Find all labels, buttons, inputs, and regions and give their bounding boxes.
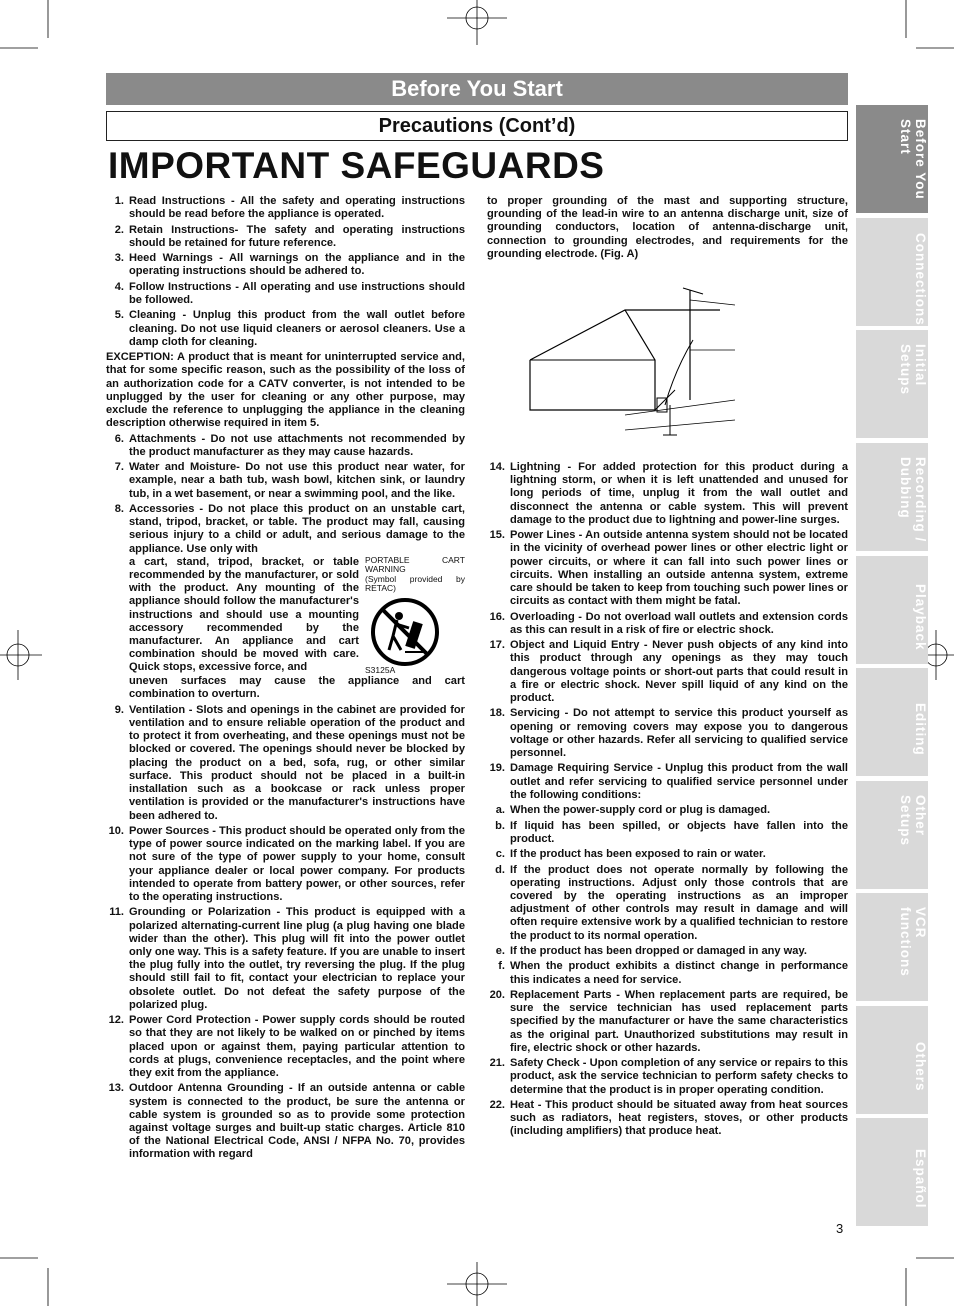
tab-label: VCR functions [898,907,928,977]
antenna-grounding-figure [525,280,745,440]
item-text: If liquid has been spilled, or objects have fallen into the product. [510,819,848,845]
safeguard-item [106,461,465,501]
safeguard-item [106,224,465,250]
item-number: 16. [489,610,505,623]
item-number: 17. [489,639,505,652]
tab-recording-dubbing[interactable] [856,443,928,551]
crop-mark-top-right [894,0,954,60]
safeguard-item [487,639,848,705]
safeguard-item [487,1099,848,1139]
item-number: 1. [114,195,124,207]
safeguard-item [487,611,848,637]
section-header: Before You Start [106,73,848,105]
left-column [106,195,465,1164]
safeguard-item [106,704,465,823]
item-text: Object and Liquid Entry - Never push objects of any kind into this product through any openings as they may touch dangerous voltage points or short-out parts that could result in a fire or electric shock. Never spill liquid of any kind on the product. [510,639,848,705]
safeguard-list-b [106,433,465,501]
safeguard-item [106,309,465,349]
safeguard-list-a [106,195,465,349]
item-number: 5. [114,309,124,322]
tab-before-you-start[interactable] [856,105,928,213]
item-number: 4. [114,280,124,293]
safeguard-item [106,1082,465,1161]
item8-tail: uneven surfaces may cause the appliance and cart combination to overturn. [129,675,465,701]
item-text: Grounding or Polarization - This product is equipped with a polarized alternating-current line plug (a plug having one blade wider than the other). This plug will fit into the power outlet only one way. This is a safety feature. If you are unable to insert the plug fully into the outlet, try reversing the plug. If the plug should still fail to fit, contact your electrician to replace your obsolete outlet. Do not defeat the safety purpose of the polarized plug. [129,906,465,1011]
item-number: 3. [114,252,124,265]
item-number: 12. [108,1014,124,1027]
item-text: Read Instructions - All the safety and operating instructions should be read before the appliance is operated. [129,195,465,221]
item-text: Outdoor Antenna Grounding - If an outside antenna or cable system is connected to the product, be sure the antenna or cable system is grounded so as to provide some protection against voltage surges and built-up static charges. Article 810 of the National Electrical Code, ANSI / NFPA No. 70, provides information with regard [129,1082,465,1161]
item-number: 7. [114,461,124,474]
tab-label: Recording / Dubbing [898,457,928,543]
cart-warning-caption: PORTABLE CART WARNING [365,554,465,575]
item-text: Water and Moisture- Do not use this product near water, for example, near a bath tub, wash bowl, kitchen sink, or laundry tub, in a wet basement, or near a swimming pool, and the like. [129,461,465,500]
item-number: a. [495,804,505,817]
item-text: Heed Warnings - All warnings on the appliance and in the operating instructions should be adhered to. [129,252,465,278]
item8-wrap-text: a cart, stand, tripod, bracket, or table recommended by the manufacturer, or sold with the product. Any mounting of the appliance should follow the manufacturer's instructions and should use a mounting accessory recommended by the manufacturer. An appliance and cart combination should be moved with care. Quick stops, excessive force, and [129,555,359,674]
item-text: Power Cord Protection - Power supply cords should be routed so that they are not likely to be walked on or pinched by items placed upon or against them, paying particular attention to cords at plugs, convenience receptacles, and the point where they exit from the appliance. [129,1014,465,1079]
tab-label: Initial Setups [898,344,928,396]
tab-editing[interactable] [856,668,928,776]
item-text: Cleaning - Unplug this product from the wall outlet before cleaning. Do not use liquid cleaners or aerosol cleaners. Use a damp cloth for cleaning. [129,309,465,348]
exception-paragraph: EXCEPTION: A product that is meant for uninterrupted service and, that for some specific reason, such as the possibility of the loss of an authorization code for a CATV converter, is not intended to be unplugged by the user for cleaning or any other purpose, may exclude the reference to unplugging the appliance in the cleaning description otherwise required in item 5. [106,351,465,430]
item-text: Safety Check - Upon completion of any service or repairs to this product, ask the service technician to perform safety checks to determine that the product is in proper operating condition. [510,1057,848,1096]
item-number: 19. [489,762,505,775]
item-number: 18. [489,707,505,720]
item-number: c. [495,848,505,861]
safeguard-list-c [106,704,465,1162]
tab-label: Others [913,1042,928,1092]
item-text: Retain Instructions- The safety and operating instructions should be retained for future reference. [129,223,465,249]
tab-others[interactable] [856,1006,928,1114]
item-number: 9. [114,703,124,716]
safeguard-item [487,762,848,802]
safeguard-item [106,433,465,459]
item-text: Damage Requiring Service - Unplug this product from the wall outlet and refer servicing to qualified service personnel under the following conditions: [510,762,848,801]
item-text: Follow Instructions - All operating and use instructions should be followed. [129,280,465,306]
safeguard-item [487,945,848,958]
item-number: b. [495,819,505,832]
item-text: If the product has been exposed to rain or water. [510,848,766,861]
item-number: 8. [114,502,124,515]
right-column [487,461,848,1141]
item-text: Power Lines - An outside antenna system should not be located in the vicinity of overhead power lines or other electric light or power circuits, or where it can fall into such power lines or circuits. When installing an outside antenna system, extreme care should be taken to keep from touching such power lines or circuits as contact with them might be fatal. [510,529,848,608]
item-text: Replacement Parts - When replacement parts are required, be sure the service technician has used replacement parts specified by the manufacturer or have the same characteristics as the original part. Unauthorized substitutions may result in fire, electric shock or other hazards. [510,988,848,1054]
safeguard-item [106,1014,465,1080]
crop-mark-bottom-right [894,1246,954,1306]
safeguard-item [106,825,465,904]
tab-label: Español [913,1149,928,1209]
item-number: 6. [114,432,124,445]
portable-cart-warning [365,556,465,676]
safeguard-item [487,848,848,861]
tab-other-setups[interactable] [856,781,928,889]
item-text: When the product exhibits a distinct change in performance this indicates a need for service. [510,960,848,986]
item-text: Ventilation - Slots and openings in the cabinet are provided for ventilation and to ensure reliable operation of the product and to protect it from overheating, and these openings must not be blocked or covered. The openings should never be blocked by placing the product on a bed, sofa, rug, or other similar surface. This product should not be placed in a built-in installation such as a bookcase or rack unless proper ventilation is provided or the manufacturer's instructions have been adhered to. [129,703,465,822]
tab-label: Playback [913,583,928,651]
item-text: Attachments - Do not use attachments not recommended by the product manufacturer as they may cause hazards. [129,432,465,458]
crop-mark-top-left [0,0,60,60]
registration-mark-left [0,630,42,680]
item-number: d. [495,863,505,876]
safeguard-item [487,461,848,527]
safeguard-item [487,1057,848,1097]
tab-label: Editing [913,702,928,756]
item-text: Lightning - For added protection for this product during a lightning storm, or when it is left unattended and unused for long periods of time, unplug it from the wall outlet and disconnect the antenna or cable system. This will prevent damage to the product due to lightning and power-line surges. [510,461,848,526]
tab-playback[interactable] [856,556,928,664]
cart-tipover-icon [369,596,449,666]
item-number: 22. [489,1098,505,1111]
tab-vcr-functions[interactable] [856,893,928,1001]
item-number: 20. [489,988,505,1001]
safeguard-item [106,252,465,278]
crop-mark-bottom-left [0,1246,60,1306]
safeguard-list-right [487,461,848,1139]
safeguard-item [106,195,465,221]
safeguard-item [487,989,848,1055]
subsection-header: Precautions (Cont’d) [106,111,848,141]
safeguard-item-8 [106,503,465,702]
item-number: 11. [109,906,124,919]
safeguard-item [487,707,848,760]
item-number: e. [495,944,505,957]
page-number: 3 [836,1221,844,1236]
item-text: If the product has been dropped or damaged in any way. [510,944,807,957]
safeguard-item [487,960,848,986]
safeguard-item [487,529,848,608]
safeguard-item [487,804,848,817]
item-number: 10. [108,824,124,837]
tab-label: Connections [913,232,928,326]
registration-mark-bottom [447,1262,507,1306]
item-text: Overloading - Do not overload wall outlets and extension cords as this can result in a risk of fire or electric shock. [510,610,848,636]
item8-intro: Accessories - Do not place this product on an unstable cart, stand, tripod, bracket, or table. The product may fall, causing serious injury to a child or adult, and serious damage to the appliance. Use only with [129,502,465,555]
item-text: Heat - This product should be situated away from heat sources such as radiators, heat registers, stoves, or other products (including amplifiers) that produce heat. [510,1098,848,1138]
safeguard-item [106,281,465,307]
item-number: f. [498,960,505,973]
page-title: IMPORTANT SAFEGUARDS [108,145,605,186]
registration-mark-top [447,0,507,45]
item-number: 21. [489,1057,505,1070]
item-number: 2. [114,223,124,236]
tab-label: Other Setups [898,795,928,847]
cart-warning-code: S3125A [365,664,396,675]
right-column-continuation: to proper grounding of the mast and supporting structure, grounding of the lead-in wire to an antenna discharge unit, size of grounding conductors, location of antenna-discharge unit, connection to grounding electrodes, and requirements for the grounding electrode. (Fig. A) [487,195,848,260]
tab-español[interactable] [856,1118,928,1226]
item-number: 15. [489,529,505,542]
tab-connections[interactable] [856,218,928,326]
item-text: If the product does not operate normally by following the operating instructions. Adjust only those controls that are covered by the operating instructions as an improper adjustment of other controls may result in damage and will often require extensive work by a qualified technician to restore the product to its normal operation. [510,863,848,942]
safeguard-item [106,906,465,1012]
safeguard-item [487,864,848,943]
tab-initial-setups[interactable] [856,330,928,438]
item-text: Servicing - Do not attempt to service this product yourself as opening or removing covers may expose you to dangerous voltage or other hazards. Refer all servicing to qualified service personnel. [510,707,848,760]
item-text: Power Sources - This product should be operated only from the type of power source indicated on the marking label. If you are not sure of the type of power supply to your home, consult your appliance dealer or local power company. For products intended to operate from battery power, or other sources, refer to the operating instructions. [129,824,465,903]
item-text: When the power-supply cord or plug is damaged. [510,804,771,817]
item-number: 14. [489,461,505,473]
safeguard-item [487,820,848,846]
cart-warning-source: (Symbol provided by RETAC) [365,573,465,594]
item-number: 13. [108,1082,124,1095]
tab-label: Before You Start [898,119,928,200]
